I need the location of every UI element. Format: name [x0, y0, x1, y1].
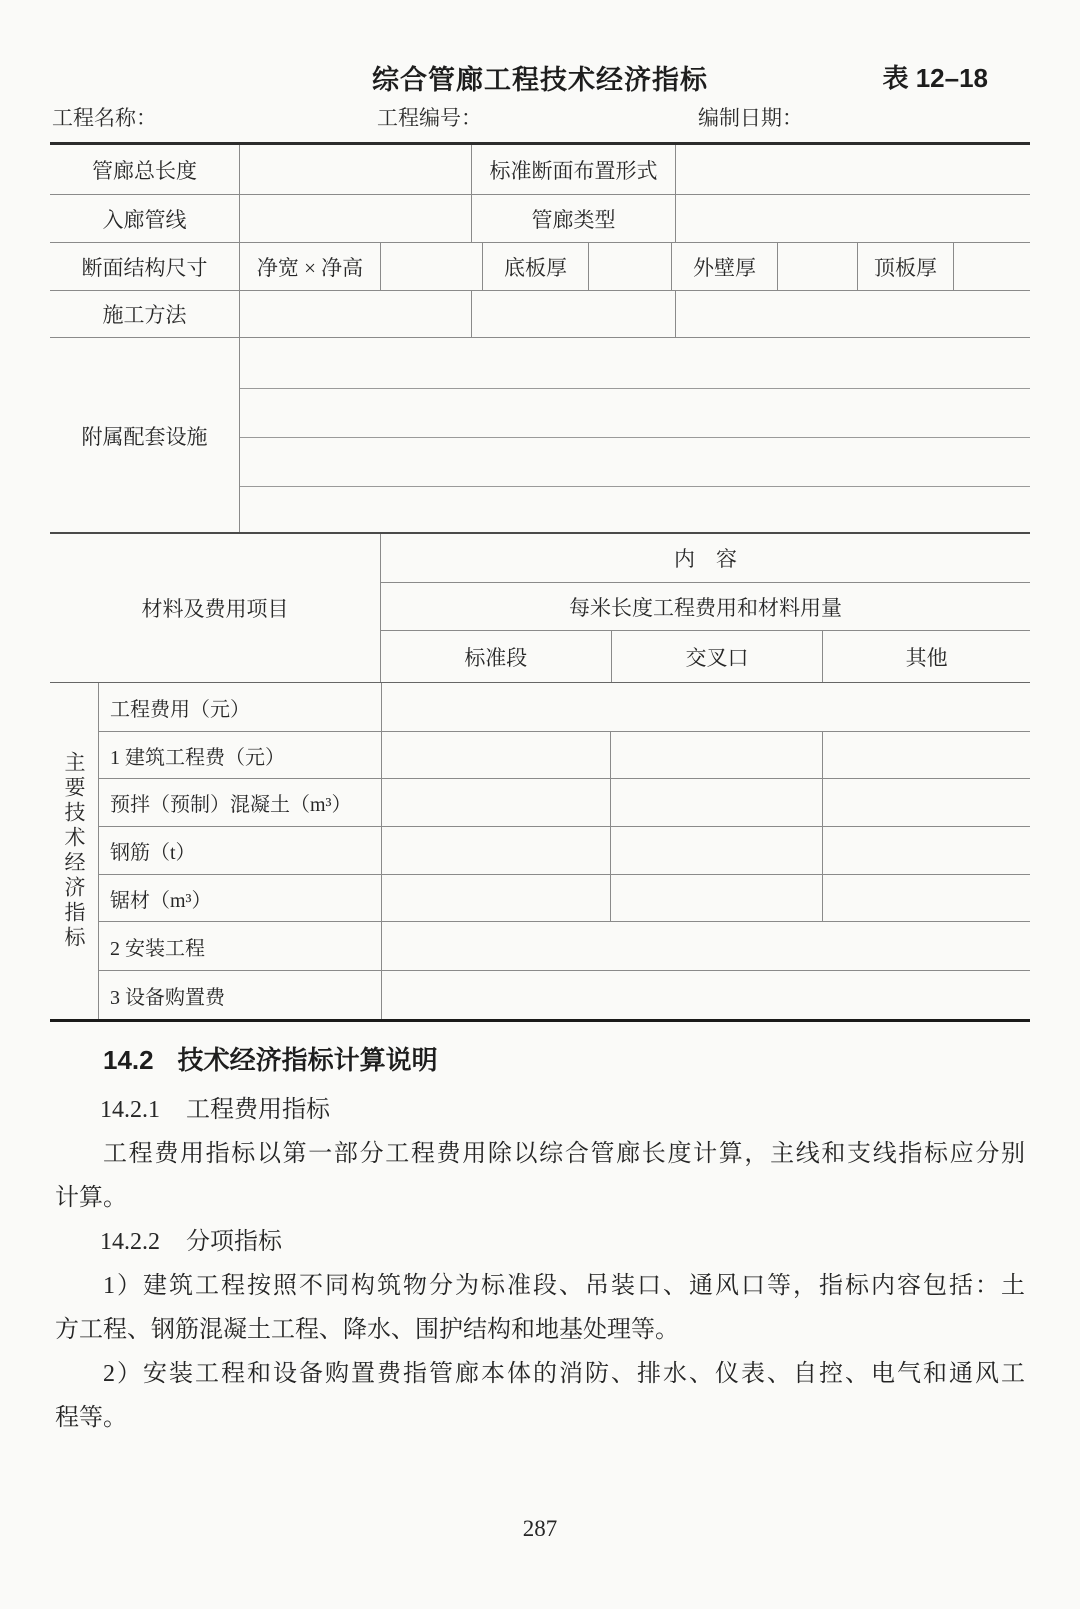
auxiliary-label: 附属配套设施 — [81, 425, 208, 449]
row-label: 锯材（m³） — [110, 889, 212, 912]
section-title: 工程费用指标 — [186, 1097, 330, 1123]
empty-cell — [675, 145, 1030, 194]
table-row — [99, 921, 1030, 970]
section-number: 14.2.2 — [100, 1229, 160, 1255]
empty-cell — [239, 195, 471, 242]
auxiliary-lines — [239, 338, 1030, 534]
empty-cell — [610, 827, 822, 874]
empty-cell — [381, 971, 1030, 1019]
empty-cell — [240, 486, 1030, 535]
empty-cell — [822, 875, 1030, 921]
project-code-label: 工程编号： — [377, 106, 482, 130]
table-row — [99, 826, 1030, 874]
table-row — [99, 683, 1030, 731]
section-heading-14-2-1 — [55, 1088, 1025, 1132]
paragraph-line: 程等。 — [55, 1405, 127, 1431]
paragraph-line: 方工程、钢筋混凝土工程、降水、围护结构和地基处理等。 — [55, 1317, 679, 1343]
empty-cell — [380, 243, 482, 290]
table-row — [99, 731, 1030, 778]
section-title: 分项指标 — [186, 1229, 282, 1255]
auxiliary-facilities-row — [50, 337, 1030, 534]
empty-cell — [822, 779, 1030, 826]
empty-cell — [239, 145, 471, 194]
section-title: 技术经济指标计算说明 — [177, 1045, 438, 1075]
page-title: 综合管廊工程技术经济指标 — [372, 65, 708, 95]
empty-cell — [381, 683, 1030, 731]
empty-cell — [381, 779, 611, 826]
empty-cell — [610, 875, 822, 921]
content-label: 内 容 — [674, 547, 737, 571]
content-header — [380, 534, 1030, 682]
empty-cell — [240, 388, 1030, 437]
indicator-rows — [98, 683, 1030, 1019]
empty-cell — [381, 732, 611, 778]
corridor-type-label: 管廊类型 — [471, 195, 675, 242]
empty-cell — [471, 291, 675, 337]
table-row — [50, 242, 1030, 290]
sub-column-headers — [381, 630, 1030, 682]
junction-col: 交叉口 — [611, 631, 823, 682]
empty-cell — [240, 338, 1030, 388]
empty-cell — [610, 732, 822, 778]
section-heading-14-2-2 — [55, 1220, 1025, 1264]
clear-size-label: 净宽 × 净高 — [239, 243, 380, 290]
table-row — [99, 970, 1030, 1019]
table-row — [99, 778, 1030, 826]
indicator-table-body — [50, 682, 1030, 1019]
empty-cell — [381, 922, 1030, 970]
empty-cell — [675, 291, 1030, 337]
material-cost-items-label: 材料及费用项目 — [141, 597, 289, 621]
empty-cell — [822, 827, 1030, 874]
table-row — [50, 194, 1030, 242]
side-label-strip — [50, 683, 98, 1019]
other-col: 其他 — [822, 631, 1030, 682]
standard-segment-col: 标准段 — [464, 645, 528, 670]
row-label: 钢筋（t） — [110, 842, 196, 864]
paragraph-line: 计算。 — [55, 1185, 127, 1211]
roof-thickness-label: 顶板厚 — [857, 243, 953, 290]
row-label: 预拌（预制）混凝土（m³） — [110, 794, 352, 816]
empty-cell — [239, 291, 471, 337]
floor-thickness-label: 底板厚 — [482, 243, 588, 290]
corridor-length-label: 管廊总长度 — [92, 158, 197, 183]
paragraph-line: 工程费用指标以第一部分工程费用除以综合管廊长度计算，主线和支线指标应分别 — [103, 1141, 1025, 1167]
empty-cell — [588, 243, 671, 290]
section-number: 14.2.1 — [100, 1097, 160, 1123]
page-number: 287 — [522, 1516, 558, 1541]
paragraph-line: 2）安装工程和设备购置费指管廊本体的消防、排水、仪表、自控、电气和通风工 — [103, 1361, 1025, 1387]
table-row — [50, 145, 1030, 194]
section-heading-14-2 — [55, 1040, 1025, 1088]
wall-thickness-label: 外壁厚 — [671, 243, 777, 290]
main-indicators-vertical-label: 主要技术经济指标 — [62, 751, 86, 951]
paragraph-line: 1）建筑工程按照不同构筑物分为标准段、吊装口、通风口等，指标内容包括：土 — [103, 1273, 1025, 1299]
project-name-label: 工程名称： — [52, 106, 157, 130]
table-number: 表 12–18 — [882, 63, 988, 93]
row-label: 2 安装工程 — [110, 937, 205, 960]
row-label: 工程费用（元） — [110, 698, 250, 721]
section-size-label: 断面结构尺寸 — [81, 255, 208, 280]
construction-method-label: 施工方法 — [102, 303, 187, 327]
table-row — [50, 290, 1030, 337]
indicator-table — [50, 532, 1030, 1022]
notes-section — [55, 1040, 1025, 1440]
empty-cell — [381, 827, 611, 874]
summary-table — [50, 142, 1030, 534]
table-row — [99, 874, 1030, 921]
section-number: 14.2 — [103, 1045, 154, 1075]
empty-cell — [953, 243, 1030, 290]
empty-cell — [240, 437, 1030, 486]
empty-cell — [777, 243, 857, 290]
row-label: 3 设备购置费 — [110, 986, 225, 1009]
empty-cell — [381, 875, 611, 921]
row-label: 1 建筑工程费（元） — [110, 746, 285, 769]
compile-date-label: 编制日期： — [698, 106, 803, 130]
per-meter-label: 每米长度工程费用和材料用量 — [381, 582, 1030, 630]
indicator-table-header — [50, 534, 1030, 682]
section-layout-label: 标准断面布置形式 — [471, 145, 675, 194]
empty-cell — [675, 195, 1030, 242]
pipelines-label: 入廊管线 — [102, 207, 187, 232]
empty-cell — [822, 732, 1030, 778]
empty-cell — [610, 779, 822, 826]
